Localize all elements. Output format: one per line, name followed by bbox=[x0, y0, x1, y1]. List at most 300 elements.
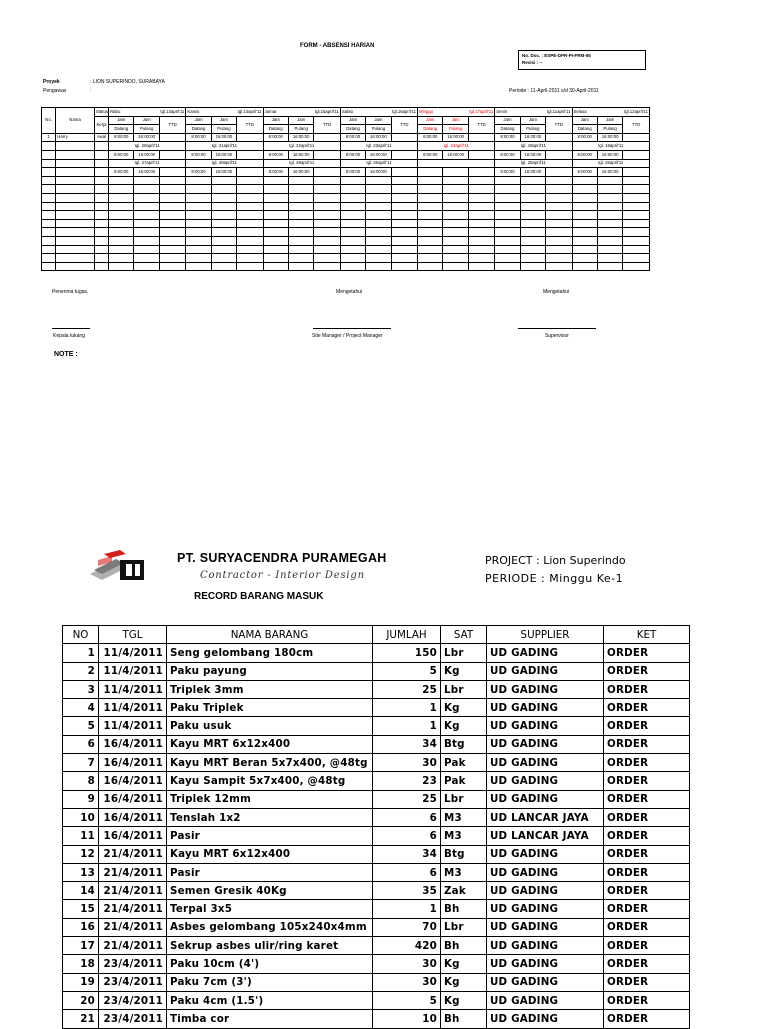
attendance-cell bbox=[288, 193, 313, 202]
attendance-cell bbox=[42, 228, 56, 237]
attendance-date-row bbox=[42, 142, 650, 151]
record-cell: M3 bbox=[441, 863, 487, 881]
attendance-cell: 16:00:00 bbox=[288, 168, 313, 177]
attendance-cell bbox=[366, 185, 391, 194]
attendance-cell bbox=[495, 193, 520, 202]
record-cell: ORDER bbox=[604, 991, 690, 1009]
table-row bbox=[63, 955, 690, 973]
record-cell: 35 bbox=[373, 882, 441, 900]
record-cell: 21/4/2011 bbox=[99, 882, 167, 900]
record-cell: 11/4/2011 bbox=[99, 699, 167, 717]
attendance-cell: 16:00:00 bbox=[211, 168, 236, 177]
attendance-cell bbox=[288, 262, 313, 271]
record-cell: 6 bbox=[63, 735, 99, 753]
attendance-cell: tgl. 20april'11 bbox=[109, 142, 186, 151]
attendance-cell: Datang bbox=[340, 125, 365, 134]
attendance-cell bbox=[134, 262, 159, 271]
record-cell: 21/4/2011 bbox=[99, 863, 167, 881]
attendance-cell bbox=[546, 133, 572, 142]
record-cell: Timba cor bbox=[167, 1010, 373, 1028]
mengetahui-1: Mengetahui bbox=[336, 289, 363, 295]
record-cell: Lbr bbox=[441, 790, 487, 808]
attendance-cell bbox=[134, 176, 159, 185]
record-cell: 11/4/2011 bbox=[99, 662, 167, 680]
attendance-cell bbox=[314, 262, 340, 271]
table-row bbox=[63, 918, 690, 936]
attendance-cell bbox=[468, 168, 494, 177]
attendance-cell bbox=[623, 219, 650, 228]
attendance-cell bbox=[109, 185, 134, 194]
attendance-cell bbox=[418, 168, 443, 177]
attendance-cell bbox=[94, 142, 108, 151]
attendance-cell bbox=[56, 262, 95, 271]
attendance-cell bbox=[340, 236, 365, 245]
record-cell: ORDER bbox=[604, 845, 690, 863]
attendance-cell bbox=[263, 228, 288, 237]
record-cell: ORDER bbox=[604, 900, 690, 918]
record-cell: 19 bbox=[63, 973, 99, 991]
attendance-cell bbox=[263, 236, 288, 245]
attendance-cell bbox=[495, 262, 520, 271]
record-cell: ORDER bbox=[604, 863, 690, 881]
attendance-cell: 16:00:00 bbox=[520, 133, 545, 142]
day-header: Jumat tgl.15april'11 bbox=[263, 108, 340, 117]
attendance-cell: Nama bbox=[56, 108, 95, 134]
attendance-cell bbox=[391, 168, 417, 177]
attendance-cell: Pulang bbox=[211, 125, 236, 134]
attendance-cell: Pulang bbox=[366, 125, 391, 134]
attendance-cell: Jam bbox=[109, 116, 134, 125]
table-row bbox=[63, 827, 690, 845]
attendance-cell: tgl. 29april'11 bbox=[263, 159, 340, 168]
record-cell: UD GADING bbox=[487, 882, 604, 900]
attendance-cell: 8:00:00 bbox=[495, 150, 520, 159]
attendance-cell bbox=[263, 193, 288, 202]
attendance-cell: Status bbox=[94, 108, 108, 117]
attendance-cell bbox=[546, 176, 572, 185]
attendance-cell: 8:00:00 bbox=[572, 168, 597, 177]
attendance-cell: Pulang bbox=[134, 125, 159, 134]
proyek-value: : LION SUPERINDO, SURABAYA bbox=[90, 79, 165, 85]
attendance-cell bbox=[211, 211, 236, 220]
signature-line-manager bbox=[313, 328, 391, 329]
record-cell: 5 bbox=[373, 662, 441, 680]
attendance-cell bbox=[520, 219, 545, 228]
signature-line-supervisor bbox=[518, 328, 596, 329]
attendance-cell bbox=[340, 219, 365, 228]
attendance-cell: 8:00:00 bbox=[572, 150, 597, 159]
site-manager-label: Site Manager / Project Manager bbox=[312, 333, 383, 339]
record-cell: M3 bbox=[441, 808, 487, 826]
attendance-cell: Jam bbox=[340, 116, 365, 125]
record-cell: ORDER bbox=[604, 735, 690, 753]
attendance-cell bbox=[159, 262, 185, 271]
attendance-cell: Jam bbox=[288, 116, 313, 125]
attendance-cell bbox=[418, 219, 443, 228]
record-cell: Kayu MRT 6x12x400 bbox=[167, 735, 373, 753]
attendance-cell bbox=[56, 142, 95, 151]
attendance-cell: tgl. 26april'11 bbox=[572, 159, 649, 168]
attendance-cell: Datang bbox=[418, 125, 443, 134]
attendance-cell bbox=[495, 254, 520, 263]
record-cell: UD LANCAR JAYA bbox=[487, 808, 604, 826]
record-cell: 21/4/2011 bbox=[99, 845, 167, 863]
attendance-cell bbox=[418, 185, 443, 194]
attendance-cell bbox=[211, 228, 236, 237]
attendance-cell bbox=[288, 185, 313, 194]
record-cell: 23/4/2011 bbox=[99, 955, 167, 973]
attendance-cell bbox=[237, 262, 263, 271]
attendance-empty-row bbox=[42, 236, 650, 245]
attendance-cell bbox=[366, 262, 391, 271]
record-cell: 16/4/2011 bbox=[99, 772, 167, 790]
company-logo bbox=[86, 548, 148, 586]
record-cell: UD GADING bbox=[487, 900, 604, 918]
attendance-cell bbox=[237, 168, 263, 177]
record-cell: 16/4/2011 bbox=[99, 827, 167, 845]
attendance-cell bbox=[468, 133, 494, 142]
attendance-cell bbox=[159, 150, 185, 159]
record-cell: ORDER bbox=[604, 1010, 690, 1028]
attendance-cell: 16:00:00 bbox=[134, 150, 159, 159]
record-cell: UD GADING bbox=[487, 772, 604, 790]
attendance-cell bbox=[288, 236, 313, 245]
attendance-cell bbox=[186, 236, 211, 245]
attendance-cell bbox=[314, 133, 340, 142]
attendance-cell bbox=[391, 245, 417, 254]
record-cell: ORDER bbox=[604, 680, 690, 698]
attendance-cell bbox=[443, 245, 468, 254]
record-cell: 16/4/2011 bbox=[99, 754, 167, 772]
attendance-cell bbox=[546, 228, 572, 237]
attendance-cell bbox=[572, 228, 597, 237]
attendance-cell bbox=[572, 236, 597, 245]
attendance-cell bbox=[623, 254, 650, 263]
attendance-cell bbox=[237, 176, 263, 185]
attendance-cell: Jam bbox=[366, 116, 391, 125]
attendance-cell bbox=[288, 176, 313, 185]
attendance-cell: 16:00:00 bbox=[366, 150, 391, 159]
record-cell: 16/4/2011 bbox=[99, 808, 167, 826]
attendance-cell: TTD bbox=[314, 116, 340, 133]
attendance-table bbox=[41, 107, 650, 271]
attendance-cell bbox=[366, 176, 391, 185]
attendance-cell bbox=[314, 236, 340, 245]
attendance-cell bbox=[159, 168, 185, 177]
record-cell: Kayu MRT Beran 5x7x400, @48tg bbox=[167, 754, 373, 772]
attendance-cell: Jam bbox=[134, 116, 159, 125]
attendance-cell: Jam bbox=[520, 116, 545, 125]
record-cell: Kg bbox=[441, 973, 487, 991]
attendance-cell bbox=[546, 193, 572, 202]
attendance-cell bbox=[42, 193, 56, 202]
record-cell: UD GADING bbox=[487, 845, 604, 863]
attendance-cell bbox=[572, 193, 597, 202]
attendance-cell bbox=[597, 193, 622, 202]
revision: Revisi : -- bbox=[522, 60, 543, 65]
record-cell: UD GADING bbox=[487, 754, 604, 772]
record-cell: 420 bbox=[373, 937, 441, 955]
attendance-cell bbox=[211, 262, 236, 271]
attendance-cell bbox=[42, 245, 56, 254]
attendance-cell bbox=[134, 245, 159, 254]
record-header-cell: SUPPLIER bbox=[487, 626, 604, 644]
attendance-cell bbox=[468, 176, 494, 185]
attendance-cell bbox=[186, 202, 211, 211]
proyek-label: Proyek bbox=[43, 79, 60, 85]
record-cell: 1 bbox=[63, 644, 99, 662]
attendance-cell bbox=[418, 254, 443, 263]
attendance-cell: 8:00:00 bbox=[186, 150, 211, 159]
attendance-cell: 8:00:00 bbox=[186, 168, 211, 177]
attendance-cell: 16:00:00 bbox=[288, 150, 313, 159]
attendance-cell bbox=[443, 211, 468, 220]
attendance-cell bbox=[366, 254, 391, 263]
attendance-cell bbox=[340, 262, 365, 271]
attendance-cell bbox=[468, 150, 494, 159]
attendance-cell: 16:00:00 bbox=[288, 133, 313, 142]
attendance-cell bbox=[546, 150, 572, 159]
attendance-cell: TTD bbox=[468, 116, 494, 133]
attendance-cell bbox=[134, 193, 159, 202]
record-cell: 6 bbox=[373, 827, 441, 845]
record-cell: UD GADING bbox=[487, 662, 604, 680]
attendance-cell bbox=[443, 202, 468, 211]
record-cell: 11/4/2011 bbox=[99, 717, 167, 735]
attendance-cell: No. bbox=[42, 108, 56, 134]
attendance-cell bbox=[572, 254, 597, 263]
attendance-cell bbox=[597, 228, 622, 237]
record-cell: Paku Triplek bbox=[167, 699, 373, 717]
attendance-cell bbox=[109, 236, 134, 245]
record-cell: 21 bbox=[63, 1010, 99, 1028]
attendance-cell bbox=[391, 185, 417, 194]
attendance-cell bbox=[366, 245, 391, 254]
table-row bbox=[63, 772, 690, 790]
attendance-cell bbox=[546, 185, 572, 194]
pengawas-value: : bbox=[90, 88, 92, 94]
attendance-cell bbox=[237, 228, 263, 237]
record-cell: UD GADING bbox=[487, 717, 604, 735]
record-cell: 23/4/2011 bbox=[99, 1010, 167, 1028]
attendance-cell bbox=[520, 236, 545, 245]
attendance-cell: TTD bbox=[546, 116, 572, 133]
attendance-cell bbox=[56, 254, 95, 263]
attendance-cell bbox=[314, 185, 340, 194]
record-cell: Kg bbox=[441, 699, 487, 717]
attendance-cell: 8:00:00 bbox=[263, 168, 288, 177]
attendance-cell bbox=[134, 219, 159, 228]
attendance-cell bbox=[237, 202, 263, 211]
attendance-cell bbox=[109, 262, 134, 271]
attendance-cell bbox=[391, 262, 417, 271]
record-cell: ORDER bbox=[604, 662, 690, 680]
record-cell: Pak bbox=[441, 754, 487, 772]
attendance-cell: 16:00:00 bbox=[597, 133, 622, 142]
attendance-empty-row bbox=[42, 176, 650, 185]
table-row bbox=[63, 882, 690, 900]
record-cell: Kg bbox=[441, 662, 487, 680]
record-cell: 11 bbox=[63, 827, 99, 845]
record-table bbox=[62, 625, 690, 1029]
attendance-cell: Pulang bbox=[443, 125, 468, 134]
attendance-cell bbox=[495, 202, 520, 211]
record-cell: 3 bbox=[63, 680, 99, 698]
attendance-cell: 16:00:00 bbox=[443, 133, 468, 142]
attendance-cell bbox=[495, 228, 520, 237]
attendance-cell: Datang bbox=[572, 125, 597, 134]
attendance-cell: Datang bbox=[109, 125, 134, 134]
attendance-cell bbox=[546, 262, 572, 271]
attendance-cell bbox=[366, 219, 391, 228]
kepala-tukang-label: Kepala tukang bbox=[53, 333, 85, 339]
attendance-cell bbox=[42, 236, 56, 245]
attendance-cell bbox=[263, 262, 288, 271]
attendance-cell: tgl. 27april'11 bbox=[109, 159, 186, 168]
attendance-cell bbox=[468, 254, 494, 263]
record-cell: 16/4/2011 bbox=[99, 790, 167, 808]
record-cell: 10 bbox=[63, 808, 99, 826]
attendance-cell bbox=[572, 176, 597, 185]
record-cell: UD GADING bbox=[487, 955, 604, 973]
attendance-cell bbox=[134, 254, 159, 263]
attendance-cell bbox=[366, 211, 391, 220]
attendance-cell bbox=[623, 236, 650, 245]
attendance-cell bbox=[237, 185, 263, 194]
record-cell: Sekrup asbes ulir/ring karet bbox=[167, 937, 373, 955]
record-cell: 11/4/2011 bbox=[99, 644, 167, 662]
record-cell: 30 bbox=[373, 754, 441, 772]
record-cell: Paku 10cm (4') bbox=[167, 955, 373, 973]
attendance-cell bbox=[623, 245, 650, 254]
record-cell: ORDER bbox=[604, 717, 690, 735]
attendance-cell bbox=[340, 254, 365, 263]
attendance-cell: tgl. 18april'11 bbox=[495, 142, 572, 151]
record-cell: ORDER bbox=[604, 772, 690, 790]
record-cell: 8 bbox=[63, 772, 99, 790]
attendance-cell bbox=[495, 176, 520, 185]
table-row bbox=[63, 699, 690, 717]
attendance-cell bbox=[520, 262, 545, 271]
table-row bbox=[63, 863, 690, 881]
attendance-cell bbox=[597, 236, 622, 245]
attendance-cell bbox=[211, 245, 236, 254]
attendance-cell: 16:00:00 bbox=[597, 168, 622, 177]
attendance-header-jam bbox=[42, 116, 650, 125]
attendance-cell bbox=[418, 211, 443, 220]
attendance-empty-row bbox=[42, 254, 650, 263]
attendance-cell bbox=[572, 211, 597, 220]
record-cell: UD GADING bbox=[487, 1010, 604, 1028]
table-row bbox=[63, 754, 690, 772]
attendance-cell bbox=[623, 150, 650, 159]
attendance-empty-row bbox=[42, 228, 650, 237]
attendance-cell bbox=[443, 168, 468, 177]
attendance-cell bbox=[597, 202, 622, 211]
record-header-cell: NAMA BARANG bbox=[167, 626, 373, 644]
attendance-empty-row bbox=[42, 245, 650, 254]
supervisor-label: Supervisor bbox=[545, 333, 569, 339]
record-cell: ORDER bbox=[604, 644, 690, 662]
attendance-cell: 8:00:00 bbox=[109, 168, 134, 177]
attendance-cell bbox=[520, 211, 545, 220]
day-header: Sabtu tgl.16april'11 bbox=[340, 108, 417, 117]
attendance-cell: 1 bbox=[42, 133, 56, 142]
attendance-cell: 8:00:00 bbox=[263, 150, 288, 159]
attendance-cell: 8:00:00 bbox=[340, 133, 365, 142]
attendance-cell bbox=[468, 185, 494, 194]
attendance-cell: 16:00:00 bbox=[366, 133, 391, 142]
attendance-cell bbox=[495, 245, 520, 254]
attendance-cell: Jam bbox=[211, 116, 236, 125]
attendance-cell: tgl. 28april'11 bbox=[186, 159, 263, 168]
attendance-cell: Datang bbox=[263, 125, 288, 134]
attendance-cell bbox=[495, 211, 520, 220]
attendance-cell bbox=[56, 168, 95, 177]
record-cell: Lbr bbox=[441, 918, 487, 936]
record-cell: 18 bbox=[63, 955, 99, 973]
attendance-cell bbox=[109, 211, 134, 220]
record-cell: UD GADING bbox=[487, 735, 604, 753]
attendance-cell bbox=[340, 193, 365, 202]
attendance-cell bbox=[597, 245, 622, 254]
attendance-cell bbox=[391, 193, 417, 202]
day-header: Senin tgl.11april'11 bbox=[495, 108, 572, 117]
attendance-cell bbox=[42, 262, 56, 271]
attendance-cell bbox=[623, 211, 650, 220]
attendance-cell bbox=[109, 176, 134, 185]
attendance-cell bbox=[134, 236, 159, 245]
attendance-cell: Harry bbox=[56, 133, 95, 142]
attendance-cell bbox=[495, 185, 520, 194]
attendance-cell bbox=[42, 176, 56, 185]
attendance-cell bbox=[468, 228, 494, 237]
attendance-cell bbox=[211, 193, 236, 202]
record-cell: UD LANCAR JAYA bbox=[487, 827, 604, 845]
attendance-cell: Jam bbox=[186, 116, 211, 125]
attendance-cell bbox=[418, 159, 495, 168]
record-cell: Zak bbox=[441, 882, 487, 900]
attendance-cell bbox=[597, 219, 622, 228]
table-row bbox=[63, 900, 690, 918]
record-cell: UD GADING bbox=[487, 937, 604, 955]
attendance-cell: TTD bbox=[159, 116, 185, 133]
attendance-empty-row bbox=[42, 262, 650, 271]
attendance-cell bbox=[94, 254, 108, 263]
record-cell: 23/4/2011 bbox=[99, 991, 167, 1009]
attendance-cell: 8:00:00 bbox=[109, 133, 134, 142]
attendance-cell: 8:00:00 bbox=[340, 168, 365, 177]
attendance-cell bbox=[418, 262, 443, 271]
record-cell: 12 bbox=[63, 845, 99, 863]
attendance-cell bbox=[159, 202, 185, 211]
attendance-cell bbox=[391, 254, 417, 263]
attendance-cell: tgl. 22april'11 bbox=[263, 142, 340, 151]
attendance-cell: 16:00:00 bbox=[520, 150, 545, 159]
table-row bbox=[63, 991, 690, 1009]
attendance-cell bbox=[366, 228, 391, 237]
attendance-cell bbox=[391, 150, 417, 159]
attendance-cell: 8:00:00 bbox=[263, 133, 288, 142]
record-cell: UD GADING bbox=[487, 991, 604, 1009]
signature-line-kepala bbox=[52, 328, 90, 329]
attendance-cell bbox=[94, 202, 108, 211]
attendance-empty-row bbox=[42, 185, 650, 194]
attendance-cell bbox=[314, 150, 340, 159]
periode-info: PERIODE : Minggu Ke-1 bbox=[485, 572, 624, 585]
record-cell: Kayu Sampit 5x7x400, @48tg bbox=[167, 772, 373, 790]
record-header-cell: TGL bbox=[99, 626, 167, 644]
